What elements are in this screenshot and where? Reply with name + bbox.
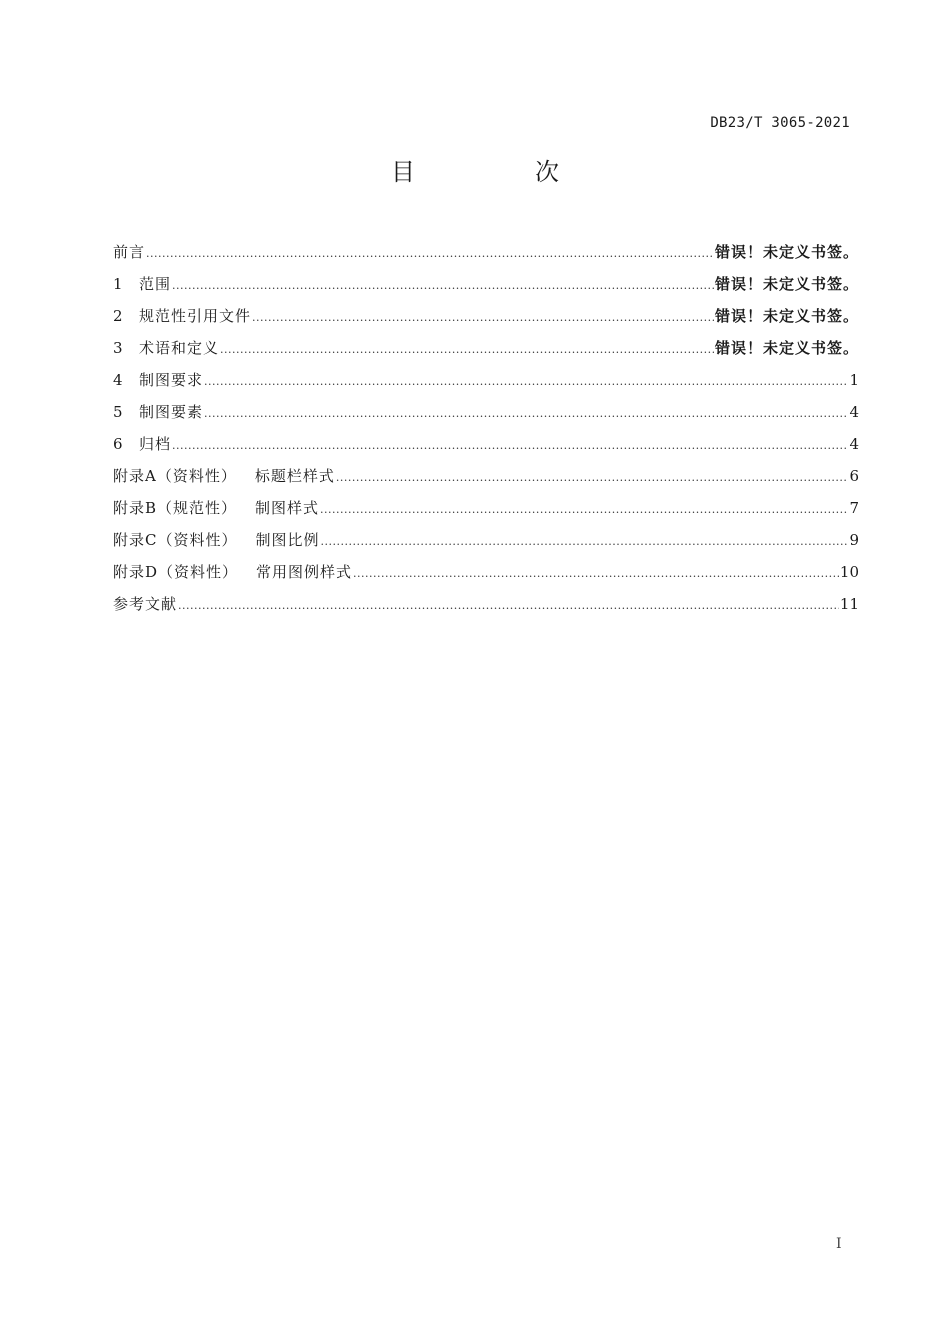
toc-entry-page: 错误！未定义书签。 — [714, 243, 859, 261]
dot-leader — [146, 238, 714, 270]
dot-leader — [178, 590, 839, 622]
toc-row-appendix-a[interactable] — [113, 460, 859, 492]
dot-leader — [320, 494, 848, 526]
toc-entry-title: 制图比例 — [255, 531, 320, 549]
toc-entry-label — [113, 396, 203, 428]
toc-entry-number: 2 — [113, 307, 124, 325]
toc-entry-page: 9 — [849, 531, 859, 549]
toc-entry-label: 前言 — [113, 243, 146, 261]
toc-entry-label — [113, 492, 319, 524]
dot-leader — [204, 366, 848, 398]
toc-row-foreword[interactable] — [113, 236, 859, 268]
toc-entry-title: 制图要求 — [139, 371, 204, 389]
toc-entry-label — [113, 332, 219, 364]
toc-entry-label — [113, 300, 251, 332]
toc-entry-page: 6 — [849, 467, 859, 485]
toc-entry-page: 10 — [839, 563, 859, 581]
toc-row-mapping-elements[interactable] — [113, 396, 859, 428]
dot-leader — [353, 558, 839, 590]
dot-leader — [172, 430, 848, 462]
toc-entry-label — [113, 460, 335, 492]
toc-entry-label — [113, 428, 171, 460]
toc-entry-number: 4 — [113, 371, 124, 389]
toc-entry-label — [113, 524, 320, 556]
toc-entry-page: 7 — [849, 499, 859, 517]
toc-entry-number: 6 — [113, 435, 124, 453]
toc-entry-number: 附录D（资料性） — [113, 563, 239, 581]
toc-entry-label — [113, 268, 171, 300]
toc-entry-label: 参考文献 — [113, 595, 178, 613]
toc-entry-label — [113, 364, 203, 396]
toc-entry-page: 4 — [849, 435, 859, 453]
toc-entry-page: 11 — [839, 595, 859, 613]
toc-entry-number: 1 — [113, 275, 124, 293]
toc-row-scope[interactable] — [113, 268, 859, 300]
toc-entry-page: 错误！未定义书签。 — [714, 307, 859, 325]
toc-entry-title: 术语和定义 — [139, 339, 220, 357]
toc-entry-number: 附录A（资料性） — [113, 467, 237, 485]
dot-leader — [172, 270, 714, 302]
toc-row-references[interactable] — [113, 588, 859, 620]
toc-row-archiving[interactable] — [113, 428, 859, 460]
toc-entry-number: 附录C（资料性） — [113, 531, 238, 549]
toc-row-appendix-b[interactable] — [113, 492, 859, 524]
toc-entry-title: 归档 — [139, 435, 172, 453]
toc-entry-page: 错误！未定义书签。 — [714, 339, 859, 357]
toc-entry-page: 1 — [849, 371, 859, 389]
dot-leader — [336, 462, 849, 494]
toc-row-appendix-d[interactable] — [113, 556, 859, 588]
dot-leader — [204, 398, 848, 430]
document-id: DB23/T 3065-2021 — [710, 115, 850, 131]
dot-leader — [321, 526, 849, 558]
page-title: 目 次 — [391, 158, 607, 186]
toc-entry-label — [113, 556, 352, 588]
toc-entry-page: 错误！未定义书签。 — [714, 275, 859, 293]
toc-row-mapping-requirements[interactable] — [113, 364, 859, 396]
toc-entry-number: 附录B（规范性） — [113, 499, 238, 517]
table-of-contents — [113, 236, 859, 620]
toc-entry-title: 制图样式 — [255, 499, 320, 517]
toc-row-appendix-c[interactable] — [113, 524, 859, 556]
toc-entry-title: 制图要素 — [139, 403, 204, 421]
toc-row-normative-references[interactable] — [113, 300, 859, 332]
toc-entry-title: 标题栏样式 — [254, 467, 335, 485]
toc-entry-title: 常用图例样式 — [256, 563, 353, 581]
toc-entry-title: 规范性引用文件 — [139, 307, 252, 325]
dot-leader — [220, 334, 714, 366]
page-number: I — [836, 1236, 842, 1252]
dot-leader — [252, 302, 714, 334]
toc-row-terms[interactable] — [113, 332, 859, 364]
toc-entry-number: 5 — [113, 403, 124, 421]
toc-entry-page: 4 — [849, 403, 859, 421]
toc-entry-number: 3 — [113, 339, 124, 357]
toc-entry-title: 范围 — [139, 275, 172, 293]
